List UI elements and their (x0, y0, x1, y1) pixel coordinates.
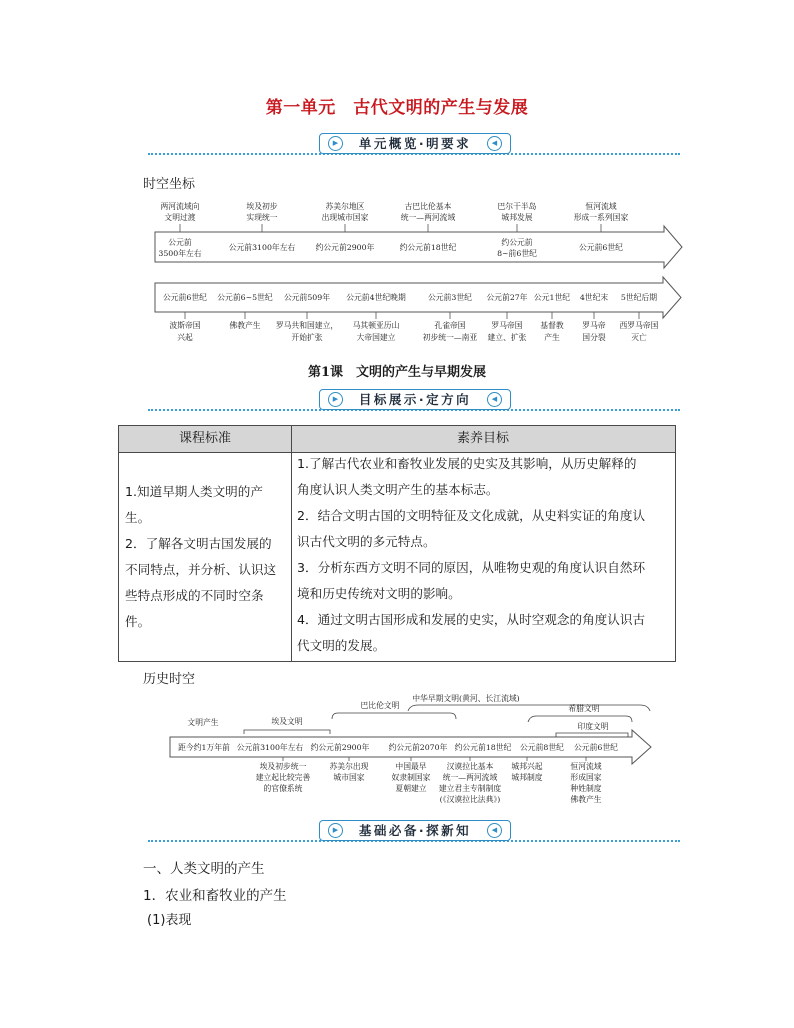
timeline3-event-line: 种姓制度 (570, 784, 602, 793)
timeline1-event-line: 统一—两河流域 (400, 213, 456, 222)
timeline1-date (475, 237, 559, 259)
timeline1-date-line: 3500年左右 (158, 248, 202, 258)
banner-basics (148, 820, 680, 842)
timeline2-date: 公元前4世纪晚期 (346, 293, 406, 302)
timeline3-event-line: 城市国家 (333, 773, 365, 782)
header-course-standards: 课程标准 (178, 431, 231, 446)
timeline2-event-line: 开始扩张 (291, 332, 323, 342)
civilization-label: 巴比伦文明 (360, 701, 400, 710)
timeline2-event-line: 波斯帝国 (169, 321, 201, 330)
timeline2-date: 公元前509年 (283, 293, 331, 302)
timeline1-event-line: 巴尔干半岛 (497, 202, 537, 211)
timeline1-event (559, 201, 643, 223)
timeline2-event-line: 兴起 (177, 332, 193, 342)
literacy-goal-line: 4．通过文明古国形成和发展的史实，从时空观念的角度认识古 (297, 612, 646, 627)
section-item: (1)表现 (147, 913, 192, 928)
timeline1-date (386, 242, 470, 253)
timeline3-event-line: (《汉谟拉比法典》) (439, 795, 501, 804)
banner-goals (148, 389, 680, 411)
timeline2-date: 公元前6~5世纪 (217, 293, 273, 302)
course-standard-line: 1.知道早期人类文明的产 (125, 484, 263, 499)
timeline2-date: 公元1世纪 (533, 293, 571, 302)
timeline1-event-line: 城邦发展 (501, 213, 533, 222)
civilization-label: 中华早期文明(黄河、长江流域) (412, 694, 520, 703)
timeline3-date: 约公元前2900年 (310, 742, 370, 752)
timeline3-event-line: 形成国家 (570, 773, 602, 782)
banner-label: 基础必备·探新知 (358, 823, 472, 838)
banner-label: 目标展示·定方向 (358, 392, 472, 407)
babylon-bracket (332, 713, 456, 719)
timeline3-event-line: 建立君主专制制度 (438, 784, 502, 793)
timeline3-event (546, 761, 626, 805)
header-literacy-goals: 素养目标 (456, 431, 509, 446)
timeline1-date-line: 公元前 (168, 237, 192, 247)
timeline2-event-line: 建立、扩张 (487, 332, 527, 342)
timeline3-event-line: 恒河流域 (570, 762, 602, 771)
timeline1-event (220, 201, 304, 223)
timeline3-event-line: 的官僚系统 (263, 784, 303, 793)
banner-label: 单元概览·明要求 (358, 136, 472, 151)
timeline2-event-line: 孔雀帝国 (434, 321, 466, 330)
timeline1-event-line: 实现统一 (246, 213, 278, 222)
literacy-goal-line: 代文明的发展。 (297, 638, 386, 653)
timeline1-date (303, 242, 387, 253)
play-left-icon: ◀ (487, 823, 502, 838)
timeline3-date: 公元前3100年左右 (236, 742, 304, 752)
timeline3-event-line: 夏朝建立 (395, 784, 427, 793)
timeline3-date: 公元前8世纪 (520, 742, 564, 752)
timeline3-date: 约公元前2070年 (388, 742, 448, 752)
unit-title: 第一单元 古代文明的产生与发展 (265, 98, 529, 118)
timeline1-event (386, 201, 470, 223)
literacy-goal-line: 3．分析东西方文明不同的原因，从唯物史观的角度认识自然环 (297, 560, 646, 575)
course-standard-line: 些特点形成的不同时空条 (125, 588, 264, 603)
literacy-goal-line: 角度认识人类文明产生的基本标志。 (297, 482, 499, 497)
course-standard-line: 生。 (125, 510, 151, 525)
timeline2-event-line: 罗马帝国 (491, 321, 523, 330)
timeline2-date: 5世纪后期 (620, 293, 658, 302)
timeline2-date: 公元前6世纪 (163, 293, 207, 302)
timeline2-event-line: 初步统一—南亚 (422, 332, 478, 342)
timeline1-event-line: 苏美尔地区 (325, 202, 365, 211)
civilization-label: 希腊文明 (568, 704, 600, 713)
play-right-icon: ▶ (328, 392, 343, 407)
timeline2-date: 4世纪末 (579, 293, 609, 302)
banner-box (319, 389, 511, 410)
timeline2-event-line: 灭亡 (631, 332, 647, 342)
timeline1-date-line: 约公元前2900年 (315, 243, 375, 252)
play-left-icon: ◀ (487, 136, 502, 151)
timeline2-event-line: 马其顿亚历山 (352, 321, 400, 330)
timeline1-event-line: 出现城市国家 (321, 213, 369, 222)
timeline2-event-line: 西罗马帝国 (619, 321, 659, 330)
timeline2-event-line: 佛教产生 (229, 321, 261, 330)
banner-overview (148, 133, 680, 155)
timeline3-event-line: 苏美尔出现 (329, 762, 369, 771)
banner-box (319, 820, 511, 841)
timeline1-date (220, 242, 304, 253)
literacy-goals-cell (297, 451, 645, 659)
objectives-table (118, 425, 676, 662)
timeline3-event-line: 佛教产生 (570, 795, 602, 804)
lesson-title: 第1课 文明的产生与早期发展 (307, 365, 487, 380)
timeline1-date (138, 237, 222, 259)
literacy-goal-line: 2．结合文明古国的文明特征及文化成就，从史料实证的角度认 (297, 508, 646, 523)
timeline3-event-line: 埃及初步统一 (259, 762, 307, 771)
timeline2-event-line: 罗马共和国建立， (275, 321, 339, 330)
timeline1-event (303, 201, 387, 223)
literacy-goal-line: 1.了解古代农业和畜牧业发展的史实及其影响，从历史解释的 (297, 456, 637, 471)
play-right-icon: ▶ (328, 823, 343, 838)
literacy-goal-line: 识古代文明的多元特点。 (297, 534, 436, 549)
timeline1-event-line: 古巴比伦基本 (404, 202, 452, 211)
india-bracket (556, 733, 628, 737)
timeline1-event-line: 埃及初步 (246, 202, 278, 211)
course-standard-line: 件。 (125, 614, 151, 629)
timeline3-event-line: 城邦制度 (511, 773, 543, 782)
civilization-label: 印度文明 (577, 722, 609, 731)
course-standard-line: 2．了解各文明古国发展的 (125, 536, 272, 551)
timeline1-date-line: 约公元前 (501, 237, 533, 247)
history-spacetime-label: 历史时空 (143, 672, 196, 687)
timeline3-event-line: 奴隶制国家 (391, 773, 431, 782)
section-subheading: 1．农业和畜牧业的产生 (143, 888, 287, 904)
banner-box (319, 133, 511, 154)
timeline2-event-line: 产生 (544, 332, 560, 342)
timeline3-date: 公元前6世纪 (574, 742, 618, 752)
spacetime-label: 时空坐标 (143, 177, 196, 192)
timeline1-event-line: 形成一系列国家 (573, 213, 629, 222)
timeline1-event-line: 恒河流域 (585, 202, 617, 211)
timeline3-date: 约公元前18世纪 (454, 742, 512, 752)
timeline1-date-line: 公元前6世纪 (579, 243, 623, 252)
timeline3-event-line: 建立起比较完善 (255, 773, 311, 782)
timeline3-event-line: 统一—两河流域 (442, 773, 498, 782)
course-standards-cell (125, 479, 276, 635)
timeline1-event (138, 201, 222, 223)
timeline2-date: 公元前27年 (486, 293, 528, 302)
timeline2-event (269, 320, 345, 343)
literacy-goal-line: 境和历史传统对文明的影响。 (297, 586, 461, 601)
section-heading: 一、人类文明的产生 (143, 861, 265, 877)
timeline1-event-line: 两河流域向 (160, 202, 200, 211)
timeline2-event-line: 基督教 (540, 321, 564, 330)
timeline2-event-line: 罗马帝 (582, 321, 606, 330)
timeline1-date (559, 242, 643, 253)
timeline1-date-line: 8~前6世纪 (497, 248, 537, 258)
timeline2-event-line: 大帝国建立 (356, 332, 396, 342)
egypt-bracket (244, 730, 330, 734)
play-right-icon: ▶ (328, 136, 343, 151)
timeline3-date: 距今约1万年前 (178, 742, 230, 752)
timeline1-date-line: 约公元前18世纪 (399, 243, 457, 252)
play-left-icon: ◀ (487, 392, 502, 407)
timeline3-event-line: 中国最早 (395, 762, 427, 771)
timeline3-event-line: 城邦兴起 (511, 762, 543, 771)
timeline1-event-line: 文明过渡 (164, 213, 196, 222)
timeline2-event (338, 320, 414, 343)
civilization-label: 埃及文明 (271, 717, 303, 726)
course-standard-line: 不同特点，并分析、认识这 (125, 562, 277, 577)
timeline1-date-line: 公元前3100年左右 (228, 243, 296, 252)
column-divider (291, 426, 292, 661)
timeline2-date: 公元前3世纪 (428, 293, 472, 302)
timeline3-event-line: 汉谟拉比基本 (446, 762, 494, 771)
timeline1-event (475, 201, 559, 223)
civilization-label: 文明产生 (187, 718, 219, 727)
timeline2-event-line: 国分裂 (582, 332, 606, 342)
timeline2-event (601, 320, 677, 343)
